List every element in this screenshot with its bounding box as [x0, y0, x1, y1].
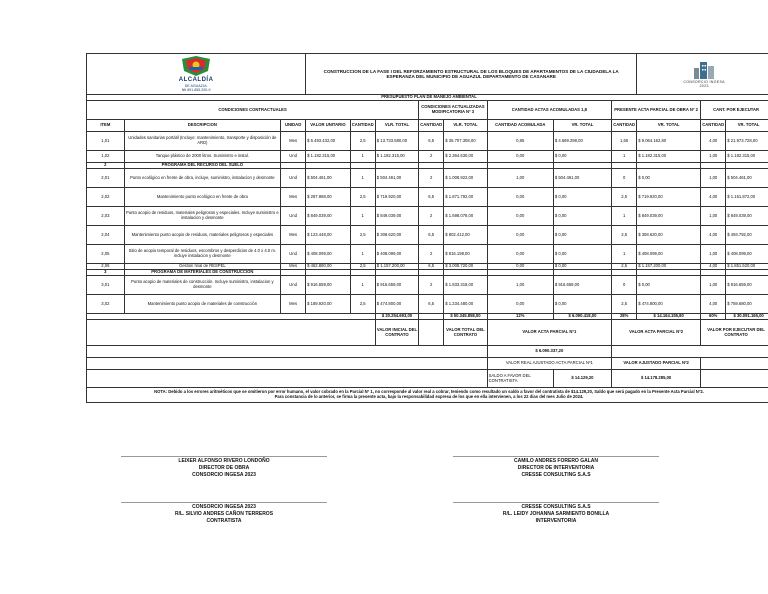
table-cell: 0,00	[487, 151, 553, 163]
signature-role: INTERVENTORIA	[535, 517, 577, 524]
table-cell: Punto ecológico en frente de obra, incluye, suministro, instalacion y desmonte	[124, 169, 280, 188]
signature-line	[121, 456, 327, 457]
table-cell: $ 408.099,00	[637, 245, 701, 264]
table-cell: $ 719.920,00	[375, 188, 418, 207]
alcaldia-nit: NIt 891.855.200-9	[181, 88, 211, 93]
table-cell: $ 474.800,00	[375, 295, 418, 314]
group-pending: CANT. POR EJECUTAR	[701, 101, 768, 120]
table-cell: $ 13.733.580,00	[375, 132, 418, 151]
signature-line	[453, 456, 659, 457]
table-cell: $ 916.659,00	[306, 276, 351, 295]
adjust-labels-row	[87, 358, 768, 370]
table-cell: $ 308.620,00	[375, 226, 418, 245]
group-accum: CANTIDAD ACTAS ACOMULADAS 1,8	[487, 101, 611, 120]
table-cell: $ 5.493.432,00	[306, 132, 351, 151]
table-cell: 2,5	[350, 132, 375, 151]
table-cell: 2,05	[87, 245, 125, 264]
table-cell: 0,00	[487, 207, 553, 226]
signature-org: CRESSE CONSULTING S.A.S	[521, 504, 591, 510]
table-cell: 2,5	[350, 295, 375, 314]
table-cell: Und	[281, 276, 306, 295]
signature-director-interventoria	[453, 456, 659, 478]
table-cell: $ 1.182.315,00	[726, 151, 768, 163]
table-cell: $ 916.659,00	[726, 276, 768, 295]
table-cell: 6,5	[419, 132, 444, 151]
table-cell: Tanque plástico de 2000 litros. Suministro e instal.	[124, 151, 280, 163]
column-header: VR. TOTAL	[726, 120, 768, 132]
section-label: PROGRAMA DE MATERIALES DE CONSTRUCCION	[124, 270, 280, 276]
table-row	[87, 245, 768, 264]
table-cell: 1	[350, 151, 375, 163]
consorcio-logo	[637, 54, 768, 95]
table-cell: $ 0,00	[553, 188, 611, 207]
table-cell: 0,00	[487, 226, 553, 245]
table-cell: 2,5	[612, 226, 637, 245]
table-cell: $ 1.182.315,00	[637, 151, 701, 163]
table-cell: $ 287.988,00	[306, 188, 351, 207]
table-cell: $ 759.680,00	[726, 295, 768, 314]
table-cell: 1,01	[87, 132, 125, 151]
table-cell: Sitio de acopio temporal de residuos, escombros y desperdicios de 4.0 x 4.0 m. incluye instalacion y desmonte	[124, 245, 280, 264]
table-cell: 2,5	[350, 226, 375, 245]
adjust-label: VALOR AJUSTADO PARCIAL Nº2	[612, 358, 701, 370]
signature-line	[453, 502, 659, 503]
table-cell: $ 849.039,00	[726, 207, 768, 226]
saldo-row	[87, 370, 768, 388]
table-cell: $ 0,00	[553, 245, 611, 264]
table-cell: 2,5	[612, 264, 637, 270]
table-cell: $ 408.099,00	[726, 245, 768, 264]
table-cell: Mantenimiento punto acopio de materiales de construcción	[124, 295, 280, 314]
group-updated: CONDICIONES ACTUALIZADAS MODIFICATORIA Nº 3	[419, 101, 487, 120]
note	[87, 388, 768, 403]
table-cell: $ 1.151.872,00	[726, 188, 768, 207]
column-header: VALOR UNITARIO	[306, 120, 351, 132]
total-value: $ 6.090.418,00	[553, 314, 611, 320]
table-cell: $ 0,00	[637, 169, 701, 188]
signature-name: R/L. SILVIO ANDRES CAÑON TERREROS	[174, 510, 274, 517]
signature-name: LEIXER ALFONSO RIVERO LONDOÑO	[178, 458, 270, 464]
empty-cell	[701, 358, 768, 370]
total-value: 28%	[612, 314, 637, 320]
table-cell: $ 474.800,00	[637, 295, 701, 314]
acta1-value-row	[87, 346, 768, 358]
empty-cell	[612, 346, 768, 358]
table-cell: Mes	[281, 188, 306, 207]
total-value: 60%	[701, 314, 726, 320]
group-present: PRESENTE ACTA PARCIAL DE OBRA Nº 2	[612, 101, 701, 120]
table-cell: 1,00	[701, 207, 726, 226]
table-cell: Und	[281, 245, 306, 264]
table-cell: 1,00	[701, 151, 726, 163]
table-cell: Und	[281, 207, 306, 226]
table-cell: Punto acopio de materiales de construcción. Incluye suministro, instalacion y desmonte	[124, 276, 280, 295]
table-cell: $ 0,00	[553, 295, 611, 314]
table-cell: 4,00	[701, 226, 726, 245]
total-label: VALOR TOTAL DEL CONTRATO	[444, 320, 487, 346]
table-cell: 2,5	[350, 188, 375, 207]
table-cell: Und	[281, 169, 306, 188]
table-cell: 1,00	[701, 169, 726, 188]
table-cell: $ 916.659,00	[553, 276, 611, 295]
table-cell: 1,00	[701, 276, 726, 295]
budget-title: PRESUPUESTO PLAN DE MANEJO AMBIENTAL	[87, 95, 768, 101]
table-cell: $ 0,00	[553, 151, 611, 163]
table-cell: 2,04	[87, 226, 125, 245]
column-header: CANTIDAD	[701, 120, 726, 132]
note-line-1: NOTA: Debido a los errores aritméticos que se omitieron por error humano, el valor cobrado en la Parcial Nº 1, no corresponde al valor real a cobrar, teniendo como resultado un saldo a favor del contratista de $14.129,20, Saldo que será pagado en la Presente Acta Parcial Nº2.	[154, 389, 704, 394]
table-cell: $ 1.833.318,00	[444, 276, 487, 295]
note-row	[87, 388, 768, 403]
table-cell: $ 1.851.520,00	[726, 264, 768, 270]
table-cell: $ 2.364.630,00	[444, 151, 487, 163]
alcaldia-logo	[87, 54, 306, 95]
table-cell: Mantenimiento punto acopio de residuos, materiales peligrosos y especiales	[124, 226, 280, 245]
table-cell: 2,02	[87, 188, 125, 207]
signature-line	[121, 502, 327, 503]
table-cell: 3,01	[87, 276, 125, 295]
acta-table	[86, 53, 768, 403]
table-cell: $ 719.920,00	[637, 188, 701, 207]
table-cell: $ 0,00	[553, 226, 611, 245]
total-value: $ 50.345.858,00	[444, 314, 487, 320]
table-cell: Unidades sanitarias portátil (Incluye: mantenimiento, transporte y disposición de ARD)	[124, 132, 280, 151]
table-cell: Mes	[281, 264, 306, 270]
table-cell: $ 504.461,00	[553, 169, 611, 188]
table-cell: $ 1.698.078,00	[444, 207, 487, 226]
section-item: 2	[87, 163, 125, 169]
table-cell: Mes	[281, 295, 306, 314]
total-label: VALOR POR EJECUTAR DEL CONTRATO	[701, 320, 768, 346]
table-cell: $ 462.880,00	[306, 264, 351, 270]
table-cell: 1,65	[612, 132, 637, 151]
table-cell: 2,01	[87, 169, 125, 188]
table-cell: 1,00	[487, 276, 553, 295]
table-cell: $ 1.234.480,00	[444, 295, 487, 314]
table-cell: 1	[612, 151, 637, 163]
table-cell: $ 35.707.308,00	[444, 132, 487, 151]
total-label: VALOR ACTA PARCIAL Nº1	[487, 320, 611, 346]
table-cell: $ 3.008.720,00	[444, 264, 487, 270]
table-cell: 4,00	[701, 264, 726, 270]
group-contract: CONDICIONES CONTRACTUALES	[87, 101, 419, 120]
table-cell: 1	[612, 245, 637, 264]
table-cell: $ 123.448,00	[306, 226, 351, 245]
table-cell: $ 1.182.315,00	[306, 151, 351, 163]
table-cell: $ 816.198,00	[444, 245, 487, 264]
table-cell: 1	[350, 245, 375, 264]
table-cell: 2	[419, 245, 444, 264]
table-row	[87, 276, 768, 295]
table-cell: $ 849.039,00	[306, 207, 351, 226]
signature-role: CONTRATISTA	[206, 517, 242, 524]
table-row	[87, 188, 768, 207]
table-cell: 2,5	[612, 295, 637, 314]
table-cell: $ 802.412,00	[444, 226, 487, 245]
table-cell: 6,5	[419, 226, 444, 245]
table-cell: $ 408.099,00	[306, 245, 351, 264]
alcaldia-name: ALCALDÍA	[178, 77, 214, 84]
table-cell: 1	[350, 207, 375, 226]
alcaldia-sub: DE AGUAZUL	[184, 84, 208, 89]
column-header: DESCRIPCION	[124, 120, 280, 132]
table-cell: $ 308.620,00	[637, 226, 701, 245]
total-value: $ 14.164.155,80	[637, 314, 701, 320]
acta-sheet	[86, 53, 768, 524]
table-cell: 6,5	[419, 188, 444, 207]
column-header: VLR. TOTAL	[444, 120, 487, 132]
project-title: CONSTRUCCION DE LA FASE I DEL REFORZAMIENTO ESTRUCTURAL DE LOS BLOQUES DE APARTAMENTOS DE LA CIUDADELA LA ESPERANZA DEL MUNICIPIO DE AGUAZUL DEPARTAMENTO DE CASANARE	[306, 54, 637, 95]
table-cell: 2,06	[87, 264, 125, 270]
adjust-label: VALOR REAL AJUSTADO ACTA PARCIAL Nº1	[487, 358, 611, 370]
empty-cell	[419, 320, 444, 346]
table-cell: 1,00	[487, 169, 553, 188]
acta1-value: $ 6.090.337,20	[487, 346, 611, 358]
signature-contratista	[121, 502, 327, 524]
column-header: ITEM	[87, 120, 125, 132]
table-cell: 0,00	[487, 264, 553, 270]
table-cell: 2	[419, 151, 444, 163]
table-cell: 0	[612, 169, 637, 188]
column-header: CANTIDAD	[350, 120, 375, 132]
table-row	[87, 132, 768, 151]
saldo-cell: $ 14.178.285,00	[612, 370, 701, 388]
empty-cell	[87, 346, 488, 358]
empty-cell	[87, 370, 488, 388]
table-cell: $ 4.669.298,00	[553, 132, 611, 151]
saldo-cell: $ 14.129,20	[553, 370, 611, 388]
column-header: CANTIDAD	[419, 120, 444, 132]
column-header: VLR. TOTAL	[375, 120, 418, 132]
alcaldia-crest-icon	[176, 55, 216, 77]
empty-cell	[87, 320, 376, 346]
table-row	[87, 226, 768, 245]
signature-role: DIRECTOR DE OBRA	[198, 464, 250, 471]
table-cell: $ 0,00	[637, 276, 701, 295]
note-line-2: Para constancia de lo anterior, se firma la presente acta, bajo la responsabilidad expresa de los que en ella intervienen, a los 22 días del mes Julio de 2024.	[274, 393, 584, 399]
column-header: VR. TOTAL	[637, 120, 701, 132]
table-cell: $ 493.792,00	[726, 226, 768, 245]
section-item: 3	[87, 270, 125, 276]
table-row	[87, 151, 768, 163]
table-cell: 3,02	[87, 295, 125, 314]
table-cell: 1,02	[87, 151, 125, 163]
column-header: CANTIDAD	[612, 120, 637, 132]
table-cell: $ 1.157.200,00	[375, 264, 418, 270]
table-cell: 4,00	[701, 295, 726, 314]
empty-cell	[87, 358, 488, 370]
signature-role: DIRECTOR DE INTERVENTORIA	[517, 464, 595, 471]
table-cell: $ 504.461,00	[726, 169, 768, 188]
section-label: PROGRAMA DEL RECURSO DEL SUELO	[124, 163, 280, 169]
table-cell: Mantenimiento punto ecológico en frente de obra	[124, 188, 280, 207]
table-cell: Punto acopio de residuos, materiales peligrosos y especiales. Incluye suministro e instalacion y desmonte	[124, 207, 280, 226]
consorcio-year: 2023	[699, 84, 709, 88]
table-cell: $ 1.871.792,00	[444, 188, 487, 207]
saldo-cell: SALDO A FAVOR DEL CONTRATISTA	[487, 370, 553, 388]
table-cell: $ 0,00	[553, 264, 611, 270]
signature-org: CONSORCIO INGESA 2023	[192, 504, 256, 510]
table-row	[87, 207, 768, 226]
table-cell: 2	[419, 276, 444, 295]
column-header: CANTIDAD ACOMULADA	[487, 120, 553, 132]
signature-interventoria	[453, 502, 659, 524]
building-icon	[691, 60, 717, 80]
table-cell: $ 504.461,00	[375, 169, 418, 188]
table-cell: 2	[419, 207, 444, 226]
table-cell: 2,5	[612, 188, 637, 207]
table-cell: Mes	[281, 132, 306, 151]
column-header: UNIDAD	[281, 120, 306, 132]
total-value: $ 30.091.165,00	[726, 314, 768, 320]
column-header-row	[87, 120, 768, 132]
table-cell: $ 0,00	[553, 207, 611, 226]
table-row	[87, 169, 768, 188]
table-cell: $ 9.064.162,80	[637, 132, 701, 151]
table-cell: Und	[281, 151, 306, 163]
signature-director-obra	[121, 456, 327, 478]
consorcio-name: CONSORCIO INGESA	[683, 79, 725, 84]
total-labels-row	[87, 320, 768, 346]
total-value: $ 20.254.693,00	[375, 314, 418, 320]
table-cell: 4,00	[701, 132, 726, 151]
table-cell: 2,03	[87, 207, 125, 226]
table-row	[87, 295, 768, 314]
table-cell: 1	[612, 207, 637, 226]
table-cell: 6,5	[419, 295, 444, 314]
table-cell: $ 408.099,00	[375, 245, 418, 264]
table-cell: $ 504.461,00	[306, 169, 351, 188]
table-cell: $ 916.659,00	[375, 276, 418, 295]
table-cell: 2,5	[350, 264, 375, 270]
table-cell: $ 1.008.922,00	[444, 169, 487, 188]
table-cell: 0,00	[487, 295, 553, 314]
table-cell: $ 189.920,00	[306, 295, 351, 314]
table-cell: 6,5	[419, 264, 444, 270]
table-cell: 0,00	[487, 188, 553, 207]
table-cell: 4,00	[701, 188, 726, 207]
table-cell: $ 1.182.315,00	[375, 151, 418, 163]
table-cell: 0	[612, 276, 637, 295]
signature-org: CRESSE CONSULTING S.A.S	[521, 471, 591, 478]
signature-name: R/L. LEIDY JOHANNA SARMIENTO BONILLA	[502, 510, 610, 517]
table-cell: 1,00	[701, 245, 726, 264]
table-cell: Gestión final de RESPEL	[124, 264, 280, 270]
table-cell: 0,85	[487, 132, 553, 151]
table-cell: $ 1.157.200,00	[637, 264, 701, 270]
total-label: VALOR INICIAL DEL CONTRATO	[375, 320, 418, 346]
table-cell: $ 849.039,00	[375, 207, 418, 226]
table-cell: $ 21.973.728,00	[726, 132, 768, 151]
table-cell: 1	[350, 276, 375, 295]
total-value: 12%	[487, 314, 553, 320]
table-cell: Mes	[281, 226, 306, 245]
table-cell: 2	[419, 169, 444, 188]
column-header: VR. TOTAL	[553, 120, 611, 132]
total-label: VALOR ACTA PARCIAL Nº2	[612, 320, 701, 346]
signature-name: CAMILO ANDRES FORERO GALAN	[514, 458, 598, 464]
table-cell: 0,00	[487, 245, 553, 264]
empty-cell	[701, 370, 768, 388]
table-cell: 1	[350, 169, 375, 188]
table-cell: $ 849.039,00	[637, 207, 701, 226]
signature-org: CONSORCIO INGESA 2023	[192, 471, 256, 478]
